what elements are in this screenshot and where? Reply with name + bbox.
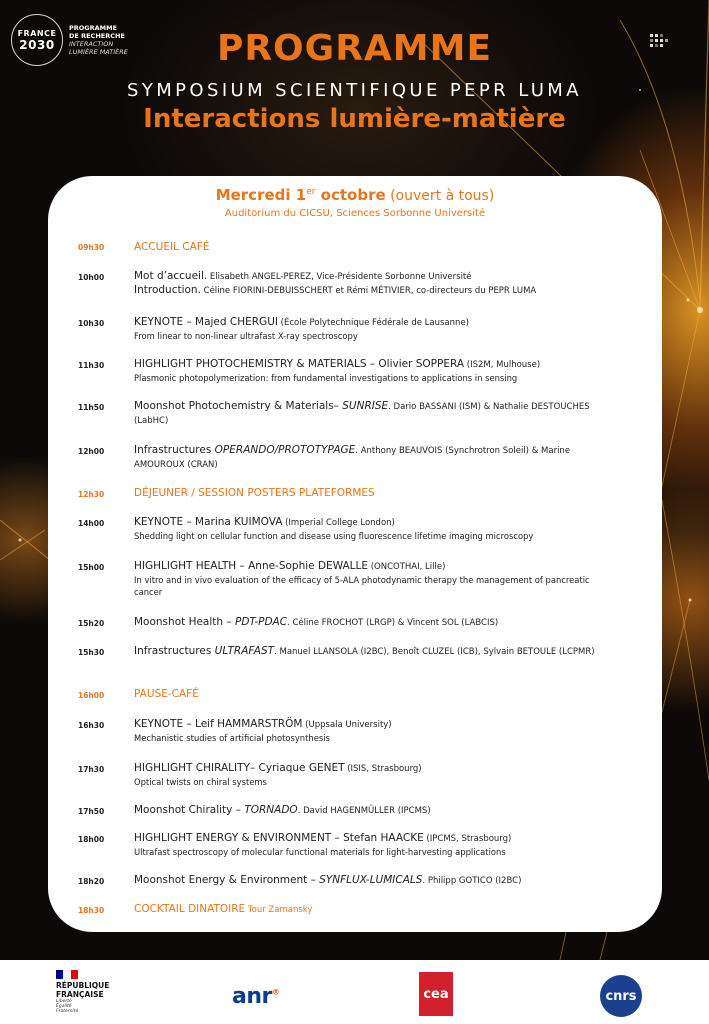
program-card	[48, 176, 662, 932]
schedule-time: 17h30	[78, 765, 105, 774]
cea-logo: cea	[419, 972, 453, 1016]
schedule-time: 11h50	[78, 403, 105, 412]
schedule-time: 09h30	[78, 243, 105, 252]
schedule-time: 11h30	[78, 361, 105, 370]
session-content	[134, 874, 654, 888]
session-title: Moonshot Health –	[134, 616, 235, 628]
anr-text: anr	[232, 984, 272, 1009]
logo-year-text: 2030	[19, 37, 55, 52]
cnrs-logo: cnrs	[600, 975, 642, 1017]
break-label: ACCUEIL CAFÉ	[134, 241, 210, 253]
rf-motto-3: Fraternité	[56, 1009, 79, 1014]
day-month: octobre	[315, 186, 386, 204]
session-title: KEYNOTE – Marina KUIMOVA	[134, 516, 283, 528]
day-ordinal: er	[306, 187, 316, 197]
logo-line-4: LUMIÈRE MATIÈRE	[69, 48, 128, 56]
session-affiliation: (ISIS, Strasbourg)	[344, 764, 422, 774]
session-title: Infrastructures	[134, 444, 215, 456]
session-content	[134, 804, 654, 818]
session-affiliation: (ONCOTHAI, Lille)	[368, 562, 446, 572]
rf-motto-1: Liberté	[56, 999, 72, 1004]
schedule-time: 10h00	[78, 273, 105, 282]
schedule-time: 18h00	[78, 835, 105, 844]
session-affiliation: (IPCMS, Strasbourg)	[423, 834, 512, 844]
page-theme-title: Interactions lumière-matière	[143, 104, 566, 134]
rf-motto-2: Égalité	[56, 1004, 72, 1009]
day-open-note: (ouvert à tous)	[385, 188, 495, 204]
session-speakers: . David HAGENMÜLLER (IPCMS)	[297, 806, 431, 816]
schedule-time: 18h30	[78, 906, 105, 915]
session-project: SUNRISE	[342, 400, 389, 412]
break-label-text: COCKTAIL DINATOIRE	[134, 903, 246, 915]
session-affiliation: (Uppsala University)	[302, 720, 392, 730]
session-content	[134, 616, 654, 630]
schedule-time: 15h00	[78, 563, 105, 572]
anr-logo	[232, 984, 279, 1009]
republique-francaise-logo	[56, 970, 109, 1014]
day-heading	[48, 186, 662, 204]
break-label: PAUSE-CAFÉ	[134, 688, 199, 700]
schedule-time: 15h20	[78, 619, 105, 628]
session-affiliation: (Imperial College London)	[282, 518, 395, 528]
session-title: Infrastructures	[134, 645, 215, 657]
schedule-time: 18h20	[78, 877, 105, 886]
session-content	[134, 400, 604, 428]
session-title: KEYNOTE – Majed CHERGUI	[134, 316, 278, 328]
session-description: Optical twists on chiral systems	[134, 777, 267, 787]
rf-motto	[56, 999, 109, 1014]
session-description: Ultrafast spectroscopy of molecular functional materials for light-harvesting applications	[134, 847, 506, 857]
session-content	[134, 316, 654, 342]
session-speakers: . Philipp GOTICO (I2BC)	[422, 876, 522, 886]
rf-line-1: RÉPUBLIQUE	[56, 981, 110, 990]
schedule-time: 14h00	[78, 519, 105, 528]
session-project: PDT-PDAC	[234, 616, 288, 628]
session-speakers: . Anthony BEAUVOIS (Synchrotron Soleil) & Marine AMOUROUX (CRAN)	[134, 446, 571, 470]
session-project: ULTRAFAST	[214, 645, 275, 657]
session-title: KEYNOTE – Leif HAMMARSTRÖM	[134, 718, 303, 730]
session-content	[134, 762, 654, 788]
day-label: Mercredi 1	[215, 186, 307, 204]
session-title: HIGHLIGHT PHOTOCHEMISTRY & MATERIALS – Olivier SOPPERA	[134, 358, 465, 370]
marianne-flag-icon	[56, 970, 78, 979]
session-project: SYNFLUX-LUMICALS	[319, 874, 423, 886]
break-label: DÉJEUNER / SESSION POSTERS PLATEFORMES	[134, 487, 375, 499]
session-content	[134, 645, 622, 659]
session-title: Moonshot Energy & Environment –	[134, 874, 320, 886]
session-title: HIGHLIGHT HEALTH – Anne-Sophie DEWALLE	[134, 560, 369, 572]
page-title: PROGRAMME	[216, 28, 493, 69]
session-content	[134, 270, 654, 298]
logo-line-3: INTERACTION	[69, 40, 114, 48]
schedule-time: 16h30	[78, 721, 105, 730]
session-title: Moonshot Chirality –	[134, 804, 245, 816]
session-content	[134, 560, 654, 598]
session-title: Moonshot Photochemistry & Materials–	[134, 400, 343, 412]
session-content	[134, 718, 654, 744]
session-title: Mot d’accueil.	[134, 270, 208, 282]
rf-line-2: FRANÇAISE	[56, 990, 104, 999]
anr-mark: ®	[271, 987, 280, 997]
session-content	[134, 444, 614, 472]
session-description: From linear to non-linear ultrafast X-ray spectroscopy	[134, 331, 358, 341]
schedule-time: 12h30	[78, 490, 105, 499]
break-location: Tour Zamansky	[245, 905, 313, 915]
break-label	[134, 903, 654, 917]
session-content	[134, 358, 654, 384]
session-content	[134, 832, 654, 858]
venue: Auditorium du CICSU, Sciences Sorbonne Université	[224, 208, 486, 219]
session-title: HIGHLIGHT CHIRALITY– Cyriaque GENET	[134, 762, 345, 774]
logo-line-2: DE RECHERCHE	[69, 32, 125, 40]
session-speakers: . Céline FROCHOT (LRGP) & Vincent SOL (LABCIS)	[287, 618, 499, 628]
session-speaker: Céline FIORINI-DEBUISSCHERT et Rémi MÉTIVIER, co-directeurs du PEPR LUMA	[200, 286, 537, 296]
session-project: TORNADO	[244, 804, 298, 816]
schedule-time: 10h30	[78, 319, 105, 328]
session-project: OPERANDO/PROTOTYPAGE	[214, 444, 356, 456]
session-speakers: . Dario BASSANI (ISM) & Nathalie DESTOUCHES (LabHC)	[134, 402, 590, 426]
session-affiliation: (École Polytechnique Fédérale de Lausanne)	[277, 318, 469, 328]
schedule-time: 12h00	[78, 447, 105, 456]
session-title: HIGHLIGHT ENERGY & ENVIRONMENT – Stefan HAACKE	[134, 832, 424, 844]
session-description: Plasmonic photopolymerization: from fundamental investigations to applications in sensing	[134, 373, 518, 383]
rf-name	[56, 981, 109, 999]
session-affiliation: (IS2M, Mulhouse)	[464, 360, 541, 370]
logo-line-1: PROGRAMME	[69, 24, 118, 32]
session-description: In vitro and in vivo evaluation of the efficacy of 5-ALA photodynamic therapy the management of pancreatic cancer	[134, 575, 590, 597]
schedule-time: 17h50	[78, 807, 105, 816]
schedule-time: 15h30	[78, 648, 105, 657]
session-description: Shedding light on cellular function and disease using fluorescence lifetime imaging microscopy	[134, 531, 534, 541]
page-subtitle: SYMPOSIUM SCIENTIFIQUE PEPR LUMA	[127, 80, 582, 101]
logo-france-text: FRANCE	[17, 28, 57, 38]
session-speaker: Elisabeth ANGEL-PEREZ, Vice-Présidente Sorbonne Université	[207, 272, 472, 282]
session-description: Mechanistic studies of artificial photosynthesis	[134, 733, 330, 743]
session-speakers: . Manuel LLANSOLA (I2BC), Benoît CLUZEL (ICB), Sylvain BETOULE (LCPMR)	[274, 647, 595, 657]
session-content	[134, 516, 654, 542]
schedule-time: 16h00	[78, 691, 105, 700]
session-title: Introduction.	[134, 284, 201, 296]
